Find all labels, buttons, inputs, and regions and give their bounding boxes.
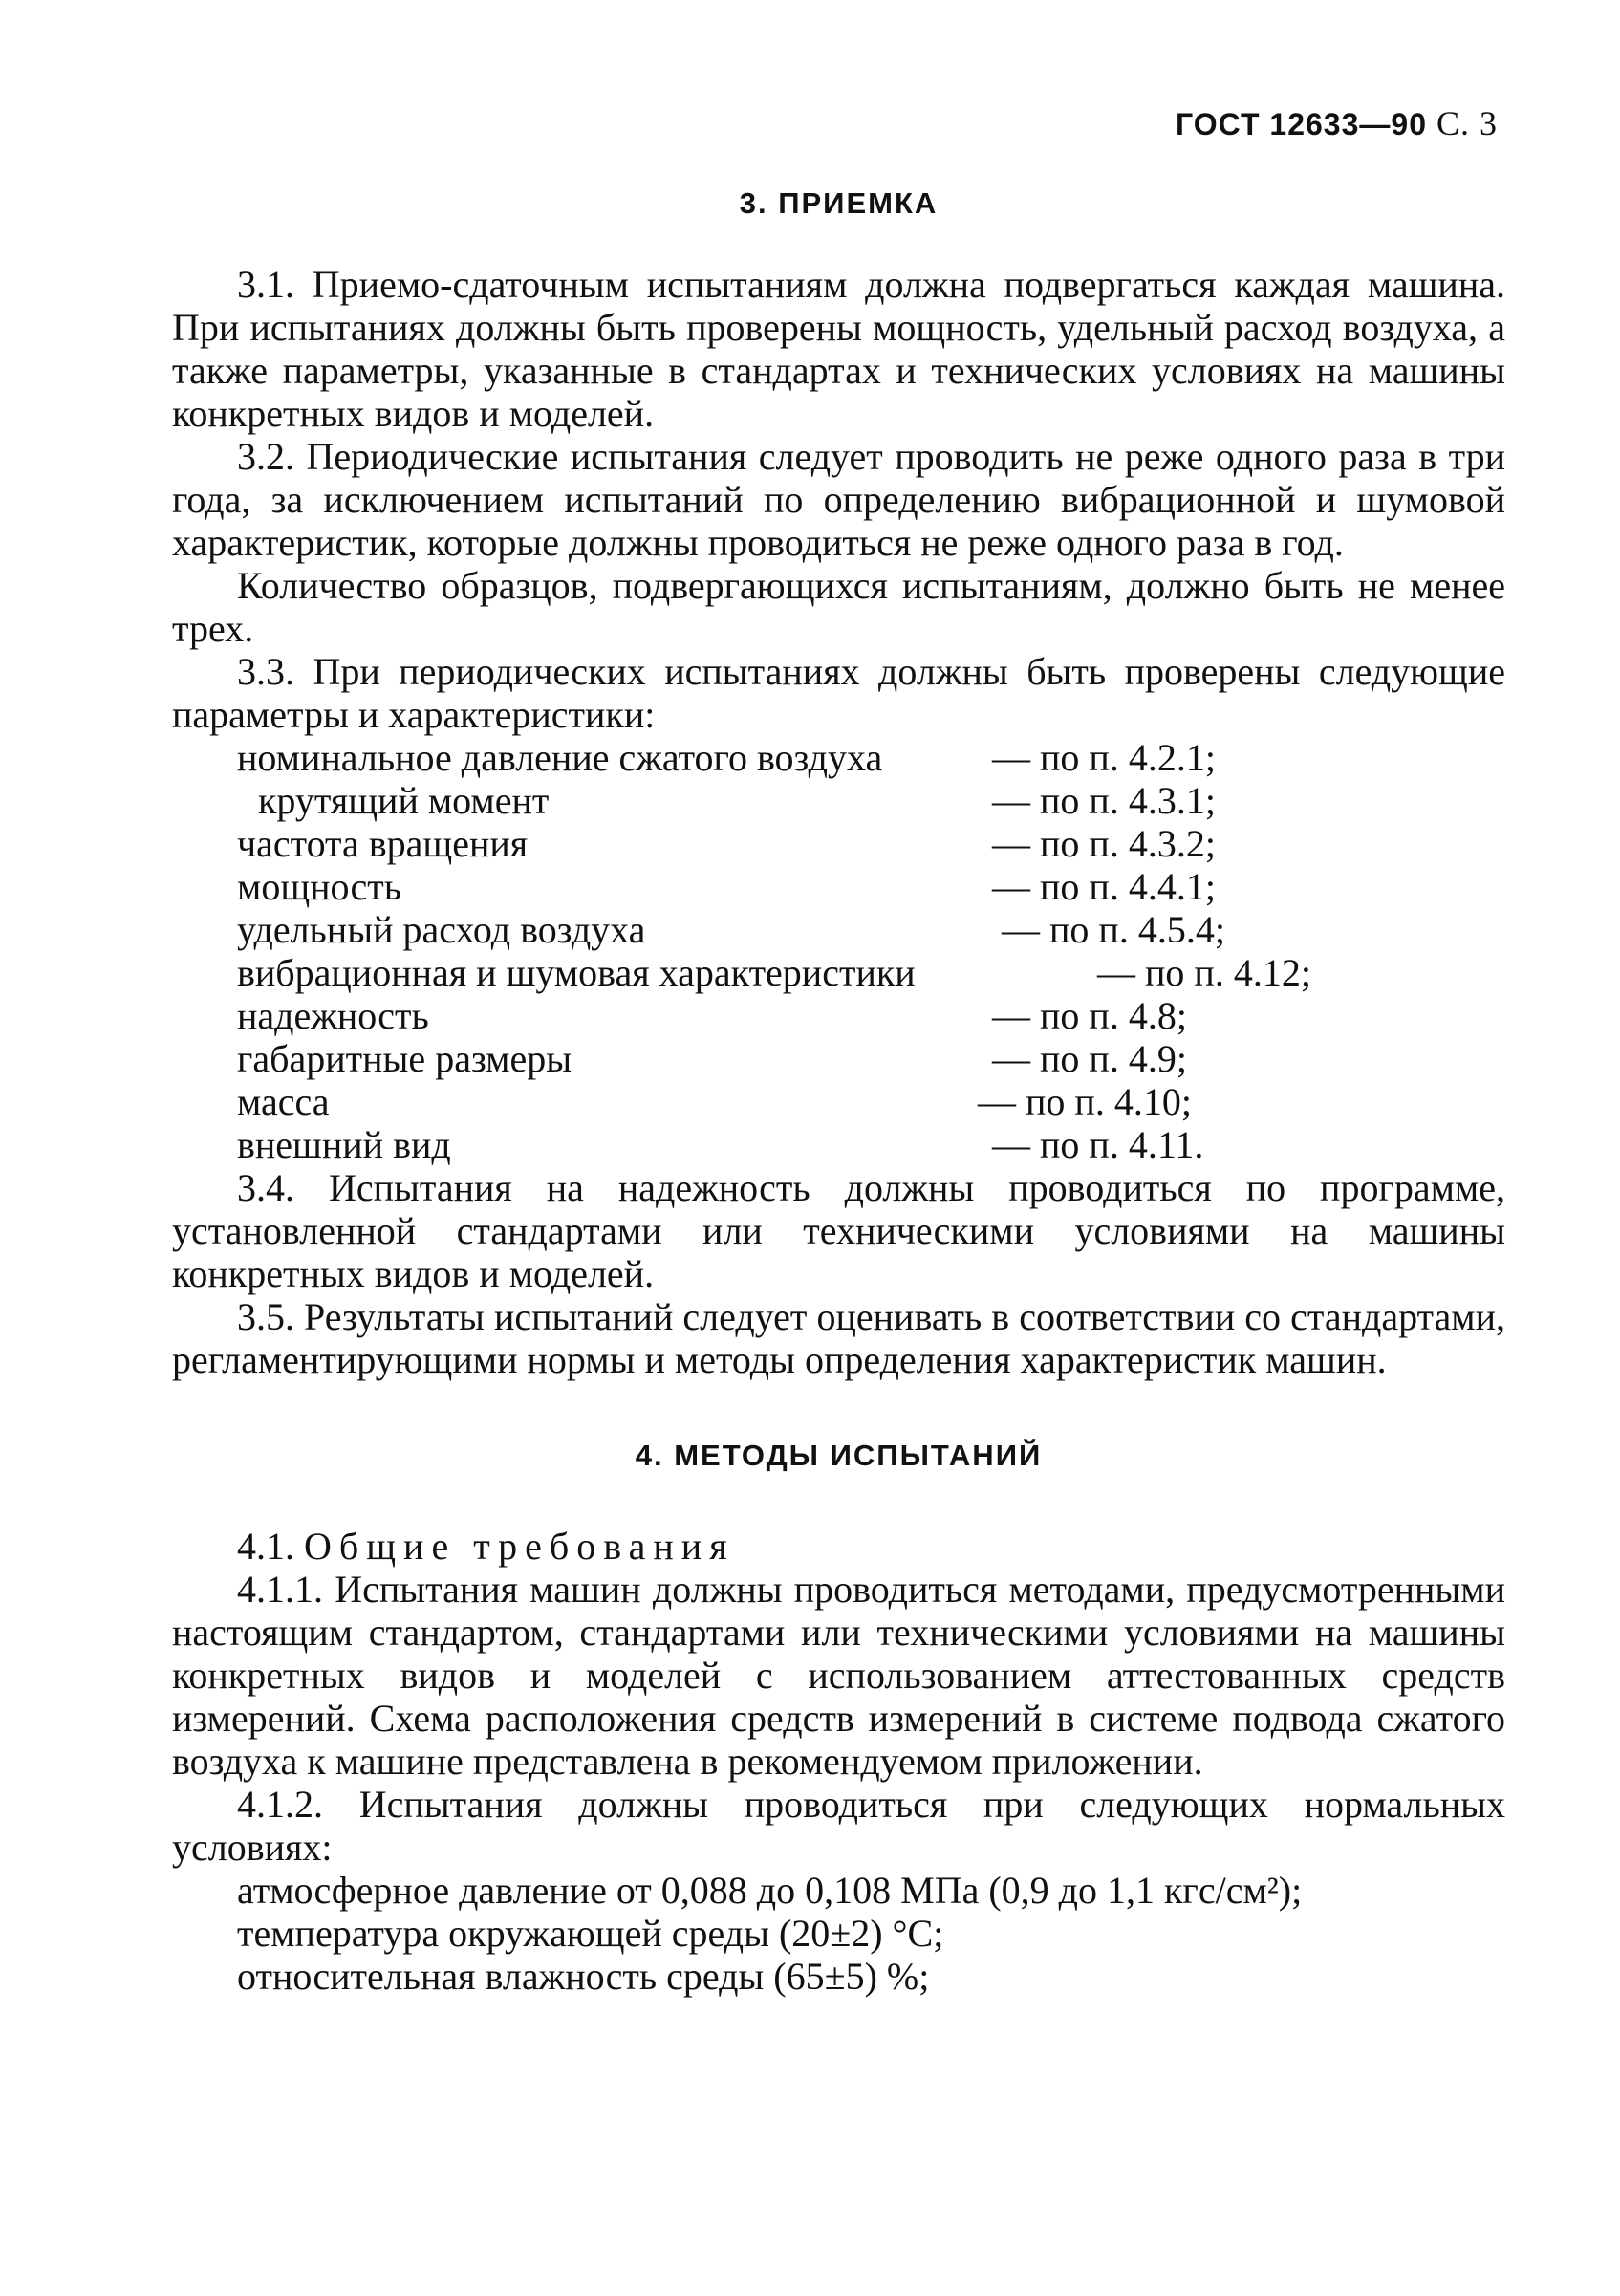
parameter-ref: — по п. 4.11. [992,1123,1204,1166]
list-item [237,951,1505,994]
parameter-name: вибрационная и шумовая характеристики [237,951,916,994]
list-item [237,908,1505,951]
subsection-title: Общие требования [304,1525,735,1568]
parameter-list [237,736,1505,1166]
parameter-ref: — по п. 4.12; [1097,951,1311,994]
standard-code: ГОСТ 12633—90 [1176,107,1427,141]
parameter-name: внешний вид [237,1123,451,1166]
paragraph-3-4: 3.4. Испытания на надежность должны проводиться по программе, установленной стандартами или техническими условиями на машины конкретных видов и моделей. [172,1166,1505,1295]
parameter-ref: — по п. 4.2.1; [992,736,1216,779]
list-item [237,1080,1505,1123]
list-item [237,736,1505,779]
list-item: относительная влажность среды (65±5) %; [237,1955,930,1998]
parameter-name: номинальное давление сжатого воздуха [237,736,883,779]
list-item [237,1123,1505,1166]
list-item [237,779,1505,822]
subsection-4-1-heading [172,1525,1505,1568]
parameter-ref: — по п. 4.3.2; [992,822,1216,865]
parameter-name: крутящий момент [258,779,550,822]
paragraph-3-2-samples: Количество образцов, подвергающихся испытаниям, должно быть не менее трех. [172,564,1505,650]
section-3-title: 3. ПРИЕМКА [739,186,939,220]
conditions-list [172,1869,1505,1998]
page-number: С. 3 [1436,104,1498,142]
parameter-ref: — по п. 4.9; [992,1037,1187,1080]
document-body [172,182,1505,1998]
list-item [237,994,1505,1037]
parameter-name: мощность [237,865,401,908]
paragraph-4-1-1: 4.1.1. Испытания машин должны проводиться методами, предусмотренными настоящим стандартом, стандартами или техническими условиями на машины конкретных видов и моделей с использованием аттестованных средств измерений. Схема расположения средств измерений в системе подвода сжатого воздуха к машине представлена в рекомендуемом приложении. [172,1568,1505,1783]
list-item: атмосферное давление от 0,088 до 0,108 МПа (0,9 до 1,1 кгс/см²); [237,1869,1303,1912]
list-item: температура окружающей среды (20±2) °С; [237,1912,944,1955]
paragraph-3-1: 3.1. Приемо-сдаточным испытаниям должна подвергаться каждая машина. При испытаниях должны быть проверены мощность, удельный расход воздуха, а также параметры, указанные в стандартах и технических условиях на машины конкретных видов и моделей. [172,263,1505,435]
paragraph-3-5: 3.5. Результаты испытаний следует оценивать в соответствии со стандартами, регламентирующими нормы и методы определения характеристик машин. [172,1295,1505,1381]
parameter-name: надежность [237,994,429,1037]
parameter-name: масса [237,1080,330,1123]
page-header [1176,103,1498,143]
paragraph-3-3: 3.3. При периодических испытаниях должны быть проверены следующие параметры и характеристики: [172,650,1505,736]
paragraph-4-1-2: 4.1.2. Испытания должны проводиться при следующих нормальных условиях: [172,1783,1505,1869]
list-item [237,1037,1505,1080]
section-4-title: 4. МЕТОДЫ ИСПЫТАНИЙ [635,1439,1043,1472]
subsection-number: 4.1. [237,1525,294,1568]
parameter-name: частота вращения [237,822,529,865]
parameter-name: габаритные размеры [237,1037,572,1080]
list-item [237,865,1505,908]
parameter-ref: — по п. 4.10; [978,1080,1192,1123]
parameter-name: удельный расход воздуха [237,908,646,951]
list-item [237,822,1505,865]
parameter-ref: — по п. 4.8; [992,994,1187,1037]
parameter-ref: — по п. 4.5.4; [1002,908,1225,951]
paragraph-3-2: 3.2. Периодические испытания следует проводить не реже одного раза в три года, за исключением испытаний по определению вибрационной и шумовой характеристик, которые должны проводиться не реже одного раза в год. [172,435,1505,564]
parameter-ref: — по п. 4.4.1; [992,865,1216,908]
parameter-ref: — по п. 4.3.1; [992,779,1216,822]
